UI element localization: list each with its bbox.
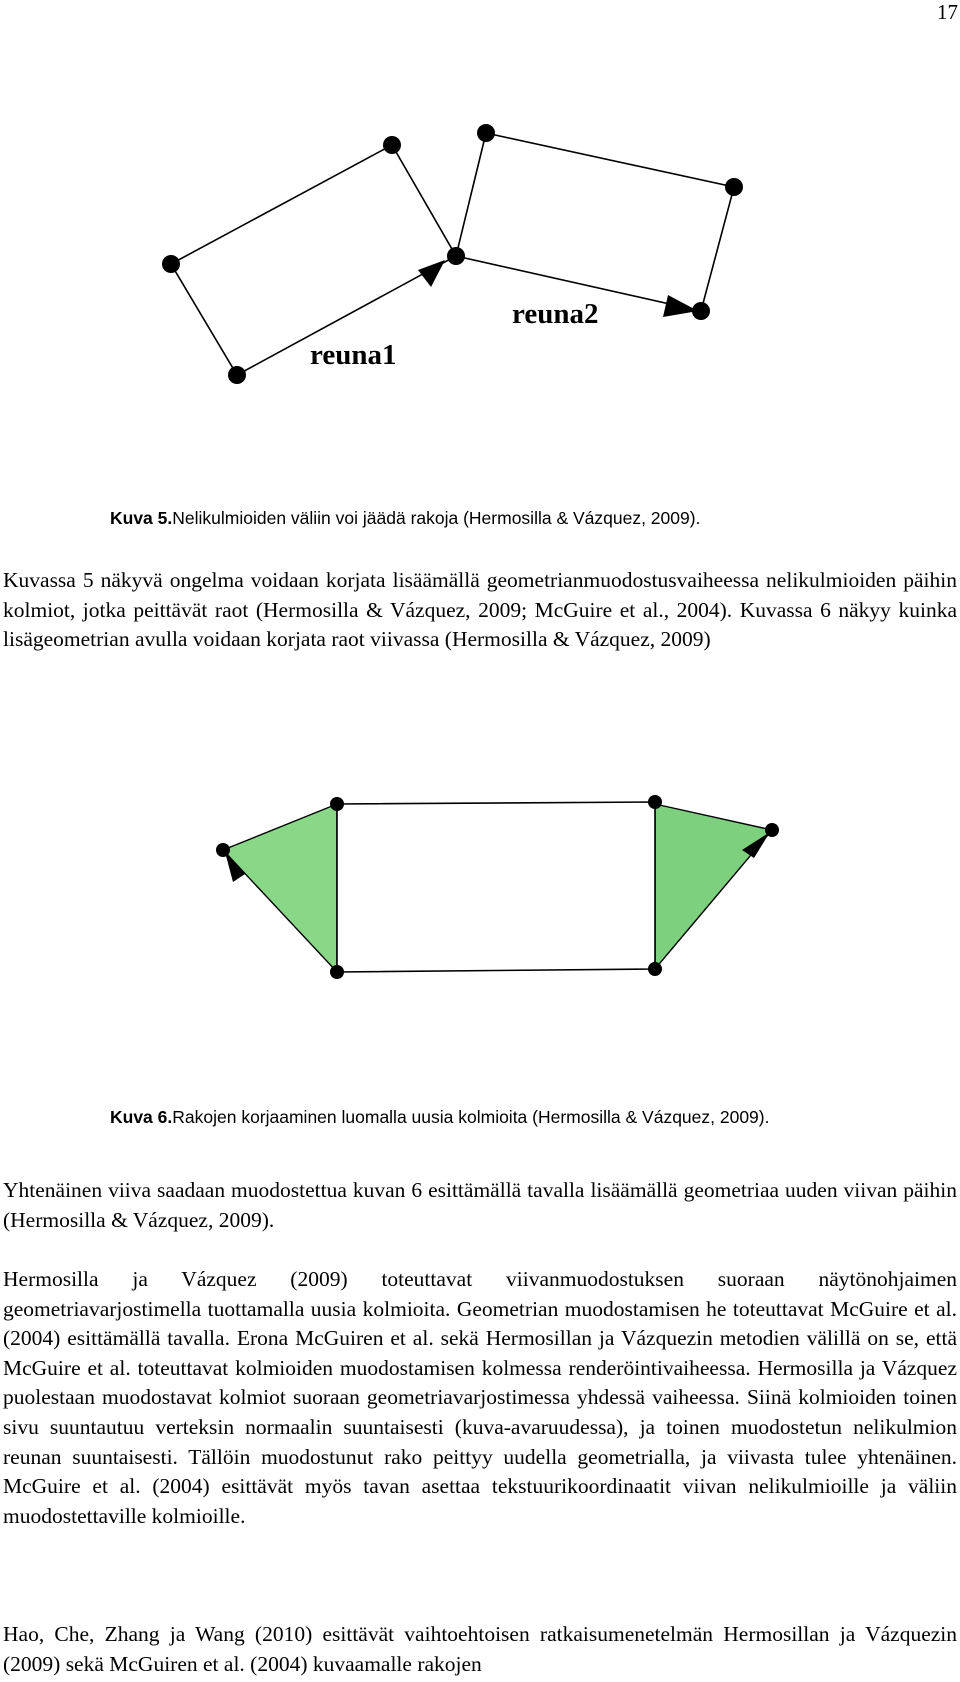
figure-6-caption <box>110 1104 910 1130</box>
figure-5-caption-text: Nelikulmioiden väliin voi jäädä rakoja (Hermosilla & Vázquez, 2009). <box>172 508 701 528</box>
quad-rectangle <box>337 802 655 972</box>
triangle-left <box>223 804 337 972</box>
figure-5-diagram <box>0 100 960 390</box>
figure-6-caption-text: Rakojen korjaaminen luomalla uusia kolmioita (Hermosilla & Vázquez, 2009). <box>172 1107 770 1127</box>
figure-5-caption <box>110 505 700 531</box>
arrowhead-reuna1 <box>418 260 445 287</box>
label-reuna2: reuna2 <box>512 298 599 330</box>
triangle-right <box>655 804 772 969</box>
paragraph-2: Yhtenäinen viiva saadaan muodostettua kuvan 6 esittämällä tavalla lisäämällä geometriaa uuden viivan päihin (Hermosilla & Vázquez, 2009). <box>3 1178 957 1232</box>
figure-6-diagram <box>0 790 960 980</box>
figure-6-caption-label: Kuva 6. <box>110 1107 173 1127</box>
paragraph-4: Hao, Che, Zhang ja Wang (2010) esittävät vaihtoehtoisen ratkaisumenetelmän Hermosillan ja Vázquezin (2009) sekä McGuiren et al. (2004) kuvaamalle rakojen <box>3 1622 957 1676</box>
figure-5-caption-label: Kuva 5. <box>110 508 173 528</box>
paragraph-1: Kuvassa 5 näkyvä ongelma voidaan korjata lisäämällä geometrianmuodostusvaiheessa nelikulmioiden päihin kolmiot, jotka peittävät raot (Hermosilla & Vázquez, 2009; McGuire et al., 2004). Kuvassa 6 näkyy kuinka lisägeometrian avulla voidaan korjata raot viivassa (Hermosilla & Vázquez, 2009) <box>3 568 957 652</box>
quad-reuna2 <box>456 133 734 311</box>
vertex-points <box>162 124 743 384</box>
paragraph-3: Hermosilla ja Vázquez (2009) toteuttavat viivanmuodostuksen suoraan näytönohjaimen geometriavarjostimella tuottamalla uusia kolmioita. Geometrian muodostamisen he toteuttavat McGuire et al. (2004) esittämällä tavalla. Erona McGuiren et al. sekä Hermosillan ja Vázquezin metodien välillä on se, että McGuire et al. toteuttavat kolmioiden muodostamisen kolmessa renderöintivaiheessa. Hermosilla ja Vázquez puolestaan muodostavat kolmiot suoraan geometriavarjostimessa yhdessä vaiheessa. Siinä kolmioiden toinen sivu suuntautuu verteksin normaalin suuntaisesti (kuva-avaruudessa), ja toinen muodostetun nelikulmion reunan suuntaisesti. Tällöin muodostunut rako peittyy uudella geometrialla, ja viivasta tulee yhtenäinen. McGuire et al. (2004) esittävät myös tavan asettaa tekstuurikoordinaatit viivan nelikulmioille ja väliin muodostettaville kolmioille. <box>3 1267 957 1528</box>
page-number: 17 <box>937 0 958 24</box>
label-reuna1: reuna1 <box>310 339 397 371</box>
